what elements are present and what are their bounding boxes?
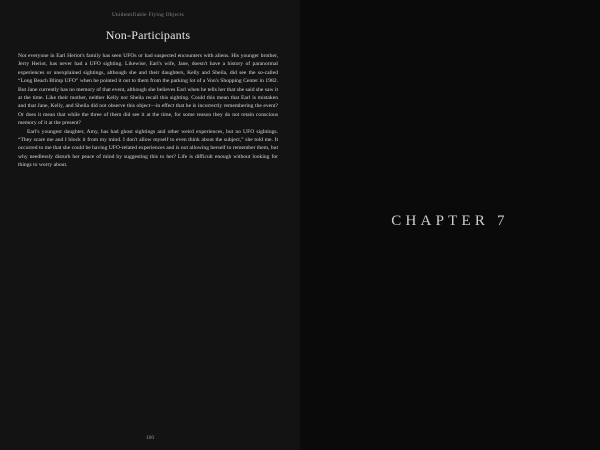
paragraph: Not everyone in Earl Heriot's family has seen UFOs or had suspected encounters with aliens. His younger brother, Jerry Heriot, has never had a UFO sighting. Likewise, Earl's wife, Jane, doesn't have a history of paranormal experiences or unexplained sightings, although she and their daughters, Kelly and Sheila, did see the so-called “Long Beach Blimp UFO” when he pointed it out to them from the parking lot of a Von's Shopping Center in 1982. But Jane currently has no memory of that event, although she believes Earl when he tells her that she said she saw it at the time. Like their mother, neither Kelly nor Sheila recall this sighting. Could this mean that Earl is mistaken and that Jane, Kelly, and Sheila did not observe this object—in effect that he is incorrectly remembering the event? Or does it mean that while the three of them did see it at the time, for some reason they do not retain conscious memory of it at the present? [18,53,278,127]
page-number: 100 [145,435,155,441]
running-head: Unidentifiable Flying Objects [111,12,185,18]
body-text [18,52,278,170]
right-page [300,0,600,450]
page-title: Non-Participants [105,28,191,42]
chapter-heading: CHAPTER 7 [391,213,509,229]
paragraph: Earl's youngest daughter, Amy, has had ghost sightings and other weird experiences, but no UFO sightings. “They scare me and I block it from my mind. I don't allow myself to even think about the subject,” she told me. It occurred to me that she could be having UFO-related experiences and is not allowing herself to remember them, but why needlessly disturb her peace of mind by suggesting this to her? Life is difficult enough without looking for things to worry about. [18,128,278,169]
